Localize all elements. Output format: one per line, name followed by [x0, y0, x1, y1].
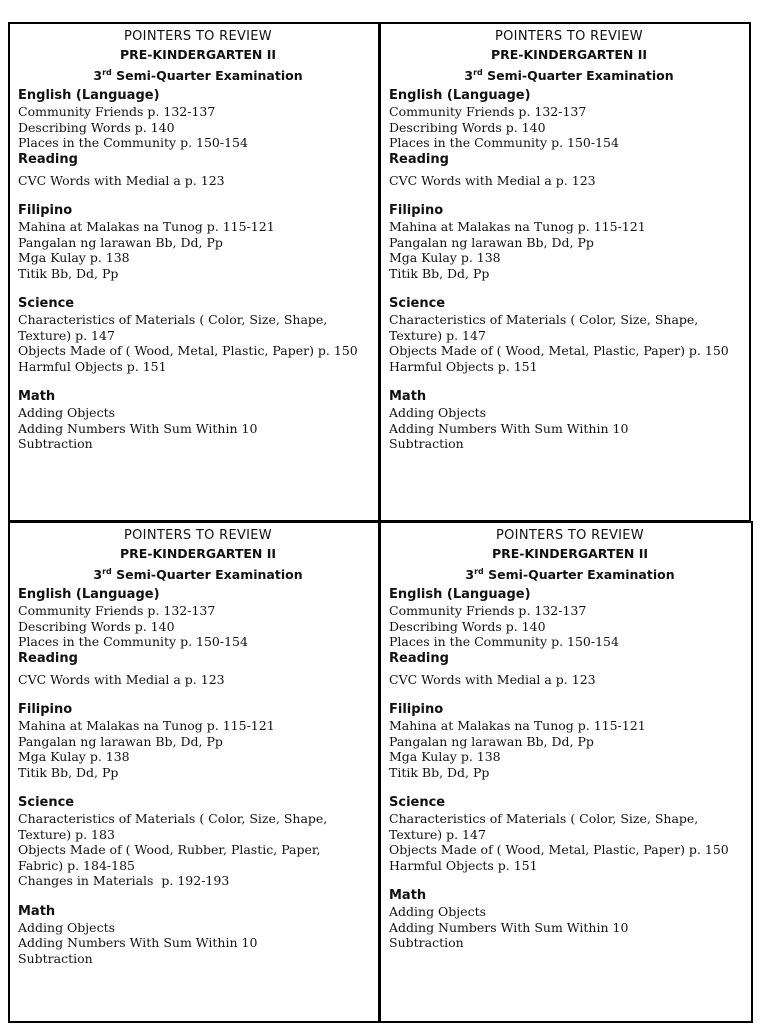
science-item: Harmful Objects p. 151: [18, 358, 167, 374]
section-english-heading: English (Language): [18, 88, 160, 104]
english-item: Places in the Community p. 150-154: [18, 135, 248, 151]
english-item: Describing Words p. 140: [18, 618, 175, 634]
section-science-heading: Science: [18, 795, 75, 811]
filipino-item: Mahina at Malakas na Tunog p. 115-121: [18, 718, 275, 734]
review-card-bottom-right: [379, 521, 753, 1023]
exam-number: 3: [465, 567, 475, 583]
card-header: [18, 527, 378, 584]
section-filipino-heading: Filipino: [18, 702, 73, 718]
exam-name: Semi-Quarter Examination: [483, 567, 675, 583]
english-item: Describing Words p. 140: [389, 119, 546, 135]
reading-item: CVC Words with Medial a p. 123: [389, 671, 596, 687]
card-exam: [18, 64, 378, 85]
science-item: Objects Made of ( Wood, Metal, Plastic, Paper) p. 150: [18, 343, 358, 359]
exam-number: 3: [464, 68, 474, 84]
math-item: Adding Numbers With Sum Within 10: [389, 420, 629, 436]
filipino-item: Titik Bb, Dd, Pp: [18, 265, 119, 281]
section-filipino-heading: Filipino: [389, 702, 444, 718]
filipino-item: Titik Bb, Dd, Pp: [389, 265, 490, 281]
section-math-heading: Math: [18, 903, 56, 919]
math-item: Subtraction: [18, 436, 93, 452]
math-item: Adding Numbers With Sum Within 10: [18, 935, 258, 951]
section-math-heading: Math: [389, 389, 427, 405]
filipino-item: Pangalan ng larawan Bb, Dd, Pp: [389, 234, 594, 250]
reading-item: CVC Words with Medial a p. 123: [389, 172, 596, 188]
filipino-item: Pangalan ng larawan Bb, Dd, Pp: [389, 733, 594, 749]
science-item: Objects Made of ( Wood, Metal, Plastic, Paper) p. 150: [389, 842, 729, 858]
card-grade: PRE-KINDERGARTEN II: [119, 546, 277, 561]
card-grade: PRE-KINDERGARTEN II: [119, 47, 277, 62]
filipino-item: Mga Kulay p. 138: [389, 749, 501, 765]
filipino-item: Pangalan ng larawan Bb, Dd, Pp: [18, 234, 223, 250]
science-item: Objects Made of ( Wood, Rubber, Plastic, Paper, Fabric) p. 184-185: [18, 842, 321, 873]
math-item: Adding Objects: [18, 405, 116, 421]
card-exam: [389, 563, 751, 584]
section-english-heading: English (Language): [389, 88, 531, 104]
section-math-heading: Math: [389, 888, 427, 904]
card-header: [389, 28, 749, 85]
math-item: Subtraction: [389, 436, 464, 452]
english-item: Community Friends p. 132-137: [18, 104, 216, 120]
science-item: Changes in Materials p. 192-193: [18, 873, 230, 889]
english-item: Places in the Community p. 150-154: [389, 135, 619, 151]
exam-ordinal: rd: [474, 567, 484, 576]
filipino-item: Titik Bb, Dd, Pp: [18, 764, 119, 780]
english-item: Places in the Community p. 150-154: [18, 634, 248, 650]
english-item: Community Friends p. 132-137: [18, 603, 216, 619]
card-title: POINTERS TO REVIEW: [496, 528, 644, 543]
english-item: Places in the Community p. 150-154: [389, 634, 619, 650]
science-item: Characteristics of Materials ( Color, Size, Shape, Texture) p. 147: [389, 312, 699, 343]
filipino-item: Titik Bb, Dd, Pp: [389, 764, 490, 780]
card-title: POINTERS TO REVIEW: [124, 29, 272, 44]
filipino-item: Mahina at Malakas na Tunog p. 115-121: [389, 718, 646, 734]
card-header: [389, 527, 751, 584]
english-item: Describing Words p. 140: [389, 618, 546, 634]
math-item: Subtraction: [18, 950, 93, 966]
section-science-heading: Science: [389, 296, 446, 312]
science-item: Harmful Objects p. 151: [389, 358, 538, 374]
section-english-heading: English (Language): [18, 587, 160, 603]
exam-name: Semi-Quarter Examination: [111, 567, 303, 583]
english-item: Describing Words p. 140: [18, 119, 175, 135]
section-reading-heading: Reading: [18, 650, 78, 666]
exam-number: 3: [93, 68, 103, 84]
card-exam: [389, 64, 749, 85]
science-item: Characteristics of Materials ( Color, Size, Shape, Texture) p. 147: [389, 811, 699, 842]
card-grade: PRE-KINDERGARTEN II: [491, 546, 649, 561]
section-filipino-heading: Filipino: [18, 203, 73, 219]
filipino-item: Mahina at Malakas na Tunog p. 115-121: [18, 219, 275, 235]
math-item: Adding Numbers With Sum Within 10: [389, 919, 629, 935]
review-card-top-right: [379, 22, 751, 522]
section-math-heading: Math: [18, 389, 56, 405]
science-item: Harmful Objects p. 151: [389, 857, 538, 873]
section-filipino-heading: Filipino: [389, 203, 444, 219]
card-grade: PRE-KINDERGARTEN II: [490, 47, 648, 62]
review-card-bottom-left: [8, 521, 380, 1023]
exam-name: Semi-Quarter Examination: [111, 68, 303, 84]
section-science-heading: Science: [389, 795, 446, 811]
review-card-top-left: [8, 22, 380, 522]
english-item: Community Friends p. 132-137: [389, 104, 587, 120]
english-item: Community Friends p. 132-137: [389, 603, 587, 619]
section-english-heading: English (Language): [389, 587, 531, 603]
section-science-heading: Science: [18, 296, 75, 312]
science-item: Objects Made of ( Wood, Metal, Plastic, Paper) p. 150: [389, 343, 729, 359]
section-reading-heading: Reading: [18, 151, 78, 167]
exam-number: 3: [93, 567, 103, 583]
filipino-item: Mga Kulay p. 138: [18, 749, 130, 765]
filipino-item: Mga Kulay p. 138: [389, 250, 501, 266]
card-header: [18, 28, 378, 85]
section-reading-heading: Reading: [389, 151, 449, 167]
science-item: Characteristics of Materials ( Color, Size, Shape, Texture) p. 147: [18, 312, 328, 343]
science-item: Characteristics of Materials ( Color, Size, Shape, Texture) p. 183: [18, 811, 328, 842]
section-reading-heading: Reading: [389, 650, 449, 666]
exam-ordinal: rd: [102, 567, 112, 576]
math-item: Adding Numbers With Sum Within 10: [18, 420, 258, 436]
math-item: Adding Objects: [18, 919, 116, 935]
math-item: Adding Objects: [389, 405, 487, 421]
filipino-item: Mahina at Malakas na Tunog p. 115-121: [389, 219, 646, 235]
reading-item: CVC Words with Medial a p. 123: [18, 671, 225, 687]
card-exam: [18, 563, 378, 584]
reading-item: CVC Words with Medial a p. 123: [18, 172, 225, 188]
card-title: POINTERS TO REVIEW: [124, 528, 272, 543]
filipino-item: Mga Kulay p. 138: [18, 250, 130, 266]
exam-ordinal: rd: [473, 68, 483, 77]
exam-ordinal: rd: [102, 68, 112, 77]
exam-name: Semi-Quarter Examination: [482, 68, 674, 84]
card-title: POINTERS TO REVIEW: [495, 29, 643, 44]
filipino-item: Pangalan ng larawan Bb, Dd, Pp: [18, 733, 223, 749]
math-item: Adding Objects: [389, 904, 487, 920]
math-item: Subtraction: [389, 935, 464, 951]
